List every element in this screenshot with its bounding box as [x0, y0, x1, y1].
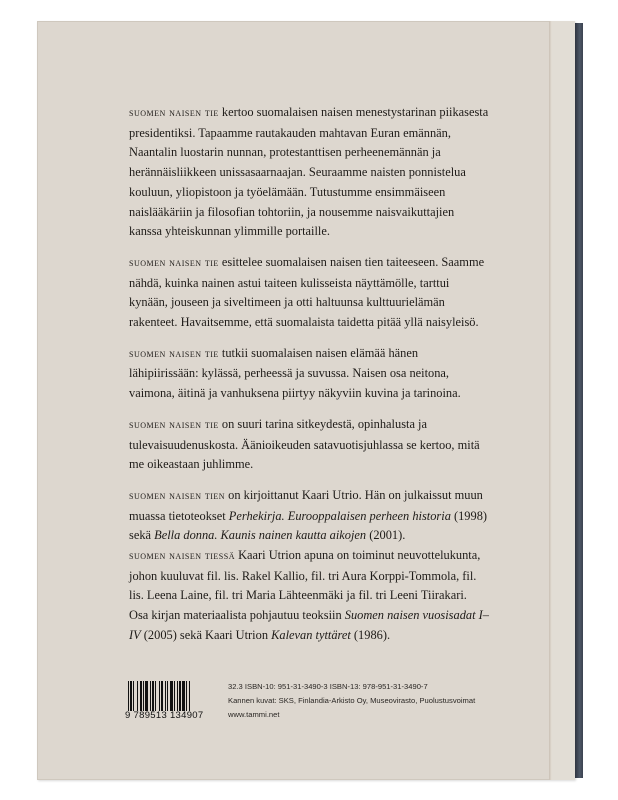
spine-strip: [552, 21, 575, 780]
series-title-lead: suomen naisen tie: [129, 347, 219, 360]
series-title-lead: suomen naisen tie: [129, 418, 219, 431]
blurb-paragraph-2: suomen naisen tie esittelee suomalaisen naisen tien taiteeseen. Saamme nähdä, kuinka nainen astui taiteen kulisseista näyttämölle, tarttui kynään, jouseen ja siveltimeen ja otti haltuunsa kulttuurielämän rakenteet. Havaitsemme, että suomalaista taidetta pitää yllä naisyleisö.: [129, 254, 485, 330]
blurb-text: [129, 103, 489, 646]
cover-credits-line: Kannen kuvat: SKS, Finlandia-Arkisto Oy, Museovirasto, Puolustusvoimat: [228, 696, 476, 705]
isbn-barcode: [128, 681, 222, 711]
publisher-url: www.tammi.net: [228, 710, 280, 719]
isbn-line: 32.3 ISBN-10: 951-31-3490-3 ISBN-13: 978-951-31-3490-7: [228, 682, 428, 691]
blurb-paragraph-4: suomen naisen tie on suuri tarina sitkeydestä, opinhalusta ja tulevaisuudenuskosta. Äänioikeuden satavuotisjuhlassa se kertoo, mitä me oikeastaan juhlimme.: [129, 416, 480, 472]
blurb-paragraph-3: suomen naisen tie tutkii suomalaisen naisen elämää hänen lähipiirissään: kylässä, perheessä ja suvussa. Naisen osa neitona, vaimona, äitinä ja vanhuksena piirtyy näkyviin kuvina ja tarinoina.: [129, 345, 461, 401]
blurb-paragraph-1: suomen naisen tie kertoo suomalaisen naisen menestystarinan piikasesta presidentiksi. Tapaamme rautakauden mahtavan Euran emännän, Naantalin luostarin nunnan, protestanttisen perheenemännän ja herännäisliikkeen unissasaarnaajan. Seuraamme naisten ponnistelua kouluun, yliopistoon ja työelämään. Tutustumme ensimmäiseen naislääkäriin ja filosofian tohtoriin, ja nousemme naisvaikuttajien kanssa yhteiskunnan ylimmille portaille.: [129, 105, 489, 239]
credits-paragraph: suomen naisen tien on kirjoittanut Kaari Utrio. Hän on julkaissut muun muassa tietoteokset Perhekirja. Eurooppalaisen perheen historia (1998) sekä Bella donna. Kaunis nainen kautta aikojen (2001). suomen naisen tiessä Kaari Utrion apuna on toiminut neuvottelukunta, johon kuuluvat fil. lis. Rakel Kallio, fil. tri Aura Korppi-Tommola, fil. lis. Leena Laine, fil. tri Maria Lähteenmäki ja fil. tri Leeni Tiirakari. Osa kirjan materiaalista pohjautuu teoksiin Suomen naisen vuosisadat I–IV (2005) sekä Kaari Utrion Kalevan tyttäret (1986).: [129, 487, 489, 642]
book-edge: [575, 23, 583, 778]
series-title-lead: suomen naisen tie: [129, 256, 219, 269]
series-title-lead: suomen naisen tie: [129, 107, 219, 119]
publication-info: [228, 680, 475, 722]
barcode-number: 9 789513 134907: [125, 710, 204, 721]
